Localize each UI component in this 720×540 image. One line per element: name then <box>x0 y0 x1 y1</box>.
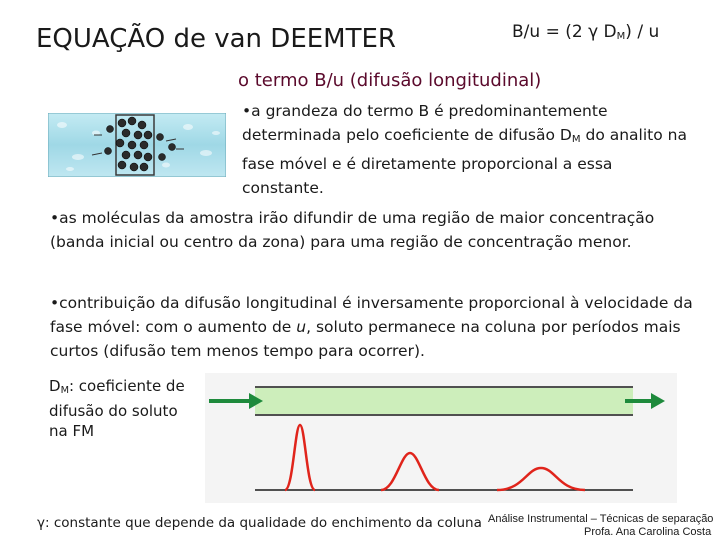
course-credit: Análise Instrumental – Técnicas de separação <box>488 513 714 525</box>
formula <box>512 22 659 42</box>
formula-prefix: B/u = (2 <box>512 22 583 42</box>
bullet-3-italic: u <box>296 318 307 336</box>
dm-sub: M <box>60 384 69 396</box>
bullet-3-text: •contribuição da difusão longitudinal é inversamente proporcional à velocidade da fase móvel: com o aumento de <box>50 294 693 336</box>
bullet-3-text-end: , soluto permanece na coluna por períodos mais curtos (difusão tem menos tempo para ocorrer). <box>50 318 681 360</box>
bullet-1-text-end: do analito na fase móvel e é diretamente proporcional a essa constante. <box>242 126 687 197</box>
formula-d: D <box>603 22 617 42</box>
gamma-footer-text: : constante que depende da qualidade do enchimento da coluna <box>45 515 482 531</box>
gamma-definition <box>37 515 482 531</box>
bullet-1 <box>242 99 687 200</box>
molecule-diffusion-illustration <box>48 113 226 177</box>
section-subtitle: o termo B/u (difusão longitudinal) <box>238 70 542 91</box>
dm-text: : coeficiente de difusão do soluto na FM <box>49 377 185 440</box>
bullet-2: •as moléculas da amostra irão difundir de uma região de maior concentração (banda inicial ou centro da zona) para uma região de concentração menor. <box>50 209 655 251</box>
formula-suffix: ) / u <box>625 22 660 42</box>
author-credit: Profa. Ana Carolina Costa <box>584 526 712 538</box>
bullet-1-sub: M <box>571 134 581 145</box>
slide-title: EQUAÇÃO de van DEEMTER <box>36 24 396 54</box>
bullet-1-text: •a grandeza do termo B é predominantemente determinada pelo coeficiente de difusão D <box>242 102 608 144</box>
gamma-symbol: γ <box>588 22 599 42</box>
mobile-phase-band <box>255 388 633 414</box>
dm-symbol: D <box>49 377 61 395</box>
dm-definition <box>49 376 199 441</box>
gamma-footer-symbol: γ <box>37 515 45 531</box>
band-broadening-illustration <box>205 373 677 503</box>
bullet-3 <box>50 291 700 363</box>
formula-subscript: M <box>616 31 626 42</box>
